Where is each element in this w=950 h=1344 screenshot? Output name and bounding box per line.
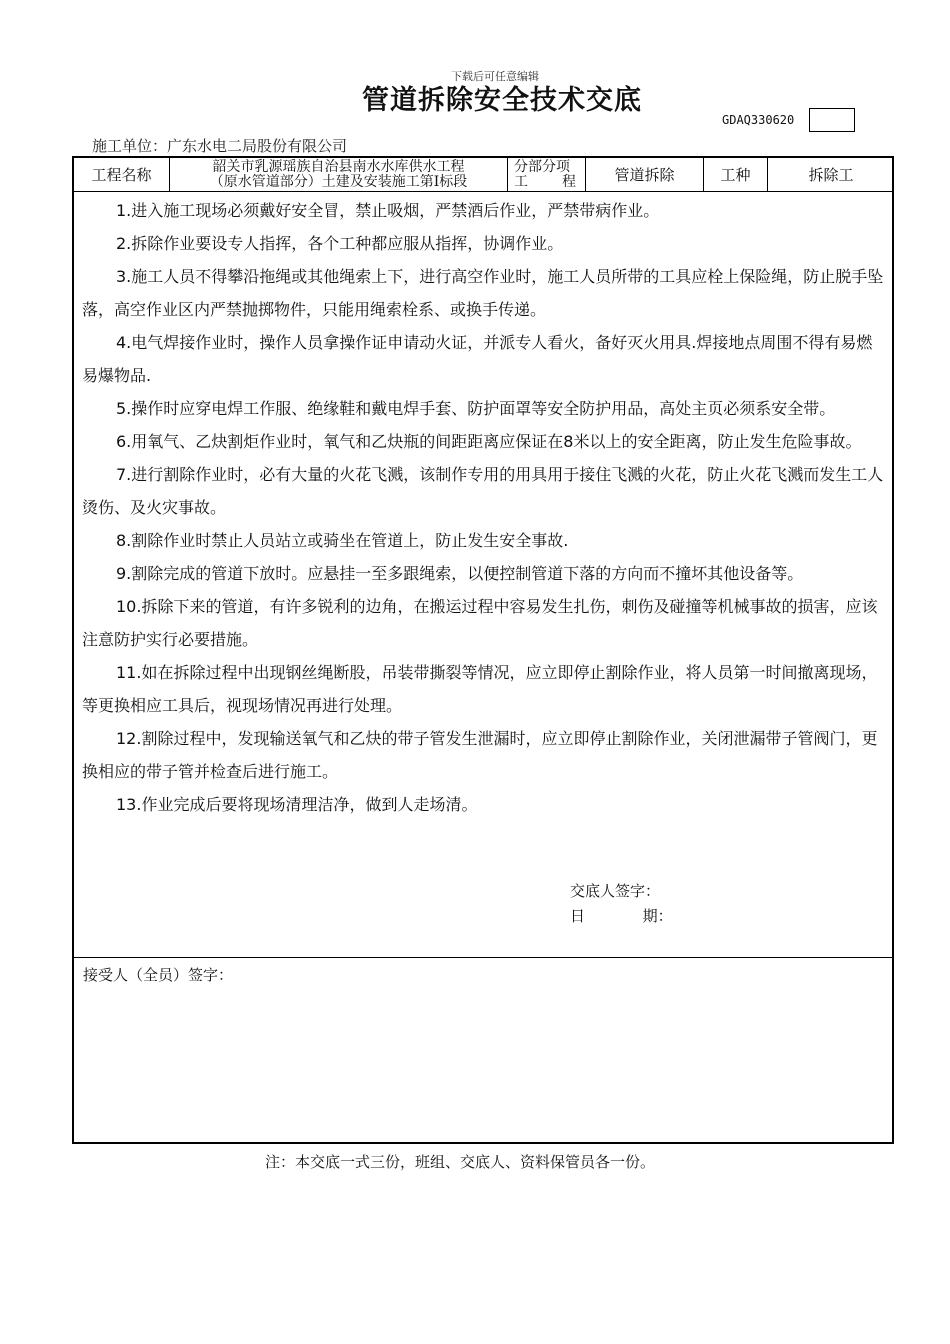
sub-label-line1: 分部分项: [514, 158, 570, 175]
date-label-b: 期：: [642, 907, 673, 925]
footnote: 注：本交底一式三份，班组、交底人、资料保管员各一份。: [264, 1153, 655, 1171]
safety-item: 12.割除过程中，发现输送氧气和乙炔的带子管发生泄漏时，应立即停止割除作业，关闭泄漏带子管阀门，更换相应的带子管并检查后进行施工。: [82, 729, 878, 781]
sub-label-line2: [514, 175, 576, 190]
safety-item: 7.进行割除作业时，必有大量的火花飞溅，该制作专用的用具用于接住飞溅的火花，防止火花飞溅而发生工人烫伤、及火灾事故。: [82, 465, 884, 517]
receiver-signature-label: 接受人（全员）签字：: [83, 966, 234, 984]
content-area: [74, 192, 892, 958]
project-name: [170, 158, 508, 191]
info-row: [74, 158, 892, 192]
sub-label-char-b: 程: [562, 173, 576, 190]
safety-item: 5.操作时应穿电焊工作服、绝缘鞋和戴电焊手套、防护面罩等安全防护用品，高处主页必须系安全带。: [116, 399, 836, 418]
project-label: 工程名称: [74, 158, 170, 191]
top-note: 下载后可任意编辑: [451, 70, 539, 83]
safety-item: 4.电气焊接作业时，操作人员拿操作证申请动火证，并派专人看火，备好灭火用具.焊接地点周围不得有易燃易爆物品.: [82, 333, 873, 385]
sub-label-char-a: 工: [514, 173, 528, 190]
document-title: 管道拆除安全技术交底: [362, 85, 642, 116]
code-box: [809, 108, 855, 132]
project-name-line1: 韶关市乳源瑶族自治县南水水库供水工程: [212, 158, 465, 175]
work-type-value: 拆除工: [808, 166, 854, 184]
sub-project-label: [508, 158, 586, 191]
safety-item: 13.作业完成后要将现场清理洁净，做到人走场清。: [116, 795, 478, 814]
safety-item: 3.施工人员不得攀沿拖绳或其他绳索上下，进行高空作业时，施工人员所带的工具应栓上保险绳，防止脱手坠落，高空作业区内严禁抛掷物件，只能用绳索栓系、或换手传递。: [82, 267, 884, 319]
disclosure-form: [72, 156, 894, 1144]
safety-item: 11.如在拆除过程中出现钢丝绳断股，吊装带撕裂等情况，应立即停止割除作业，将人员第一时间撤离现场，等更换相应工具后，视现场情况再进行处理。: [82, 663, 878, 715]
work-type-label: 工种: [704, 158, 768, 191]
date-label-a: 日: [570, 907, 586, 925]
safety-item: 8.割除作业时禁止人员站立或骑坐在管道上，防止发生安全事故.: [116, 531, 569, 550]
date-label: [570, 905, 673, 926]
safety-item: 2.拆除作业要设专人指挥，各个工种都应服从指挥，协调作业。: [116, 234, 564, 253]
document-code: GDAQ330620: [722, 113, 795, 127]
safety-item: 9.割除完成的管道下放时。应悬挂一至多跟绳索，以便控制管道下落的方向而不撞坏其他设备等。: [116, 564, 804, 583]
safety-item: 6.用氧气、乙炔割炬作业时，氧气和乙炔瓶的间距距离应保证在8米以上的安全距离，防止发生危险事故。: [116, 432, 862, 451]
construction-unit: 施工单位：广东水电二局股份有限公司: [92, 137, 348, 155]
presenter-signature-label: 交底人签字：: [570, 882, 661, 900]
project-name-line2: （原水管道部分）土建及安装施工第Ⅰ标段: [209, 173, 468, 190]
sub-project-value: 管道拆除: [586, 158, 704, 191]
safety-item: 10.拆除下来的管道，有许多锐利的边角，在搬运过程中容易发生扎伤，刺伤及碰撞等机械事故的损害，应该注意防护实行必要措施。: [82, 597, 878, 649]
safety-item: 1.进入施工现场必须戴好安全冒，禁止吸烟，严禁酒后作业，严禁带病作业。: [116, 201, 660, 220]
